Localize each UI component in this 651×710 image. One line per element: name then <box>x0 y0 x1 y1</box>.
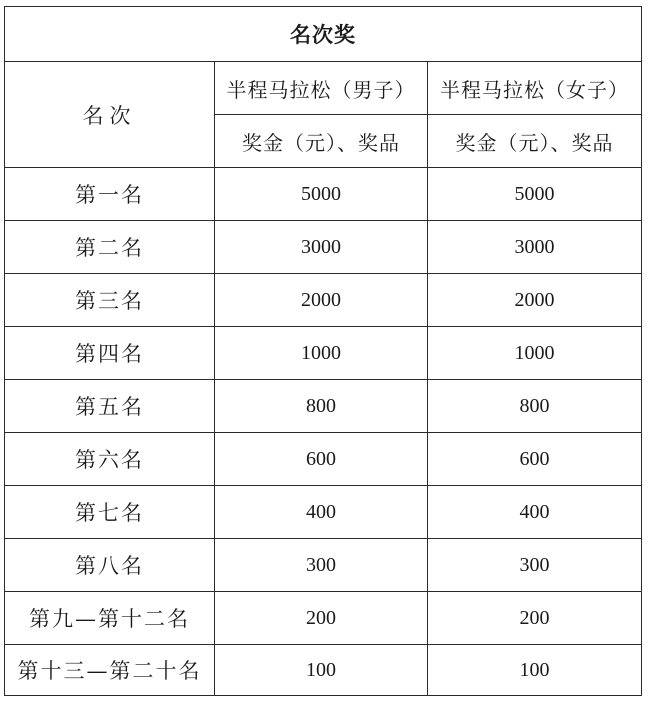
women-prize-cell: 800 <box>428 380 642 433</box>
women-prize-cell: 600 <box>428 433 642 486</box>
title-row <box>5 7 642 62</box>
table-row <box>5 592 642 645</box>
women-prize-cell: 1000 <box>428 327 642 380</box>
men-prize-cell: 600 <box>215 433 428 486</box>
rank-cell: 第五名 <box>5 380 215 433</box>
rank-cell: 第十三—第二十名 <box>5 645 215 696</box>
event-header-men: 半程马拉松（男子） <box>215 62 428 115</box>
table-title: 名次奖 <box>5 7 642 62</box>
women-prize-cell: 2000 <box>428 274 642 327</box>
table-row <box>5 327 642 380</box>
rank-cell: 第六名 <box>5 433 215 486</box>
table-row <box>5 539 642 592</box>
rank-cell: 第九—第十二名 <box>5 592 215 645</box>
rank-cell: 第三名 <box>5 274 215 327</box>
men-prize-cell: 400 <box>215 486 428 539</box>
table-row <box>5 380 642 433</box>
rank-cell: 第四名 <box>5 327 215 380</box>
rank-cell: 第一名 <box>5 168 215 221</box>
rank-cell: 第二名 <box>5 221 215 274</box>
men-prize-cell: 200 <box>215 592 428 645</box>
men-prize-cell: 3000 <box>215 221 428 274</box>
table-row <box>5 274 642 327</box>
rank-cell: 第七名 <box>5 486 215 539</box>
men-prize-cell: 100 <box>215 645 428 696</box>
table-row <box>5 221 642 274</box>
table-row <box>5 645 642 696</box>
rank-column-header: 名次 <box>5 62 215 168</box>
women-prize-cell: 100 <box>428 645 642 696</box>
prize-table <box>4 6 642 696</box>
table-row <box>5 433 642 486</box>
women-prize-cell: 300 <box>428 539 642 592</box>
event-header-women: 半程马拉松（女子） <box>428 62 642 115</box>
header-row-events <box>5 62 642 115</box>
rank-cell: 第八名 <box>5 539 215 592</box>
men-prize-cell: 800 <box>215 380 428 433</box>
women-prize-cell: 3000 <box>428 221 642 274</box>
table-row <box>5 486 642 539</box>
women-prize-cell: 5000 <box>428 168 642 221</box>
men-prize-cell: 1000 <box>215 327 428 380</box>
women-prize-cell: 200 <box>428 592 642 645</box>
prize-header-women: 奖金（元）、奖品 <box>428 115 642 168</box>
table-row <box>5 168 642 221</box>
women-prize-cell: 400 <box>428 486 642 539</box>
men-prize-cell: 5000 <box>215 168 428 221</box>
prize-header-men: 奖金（元）、奖品 <box>215 115 428 168</box>
men-prize-cell: 300 <box>215 539 428 592</box>
men-prize-cell: 2000 <box>215 274 428 327</box>
